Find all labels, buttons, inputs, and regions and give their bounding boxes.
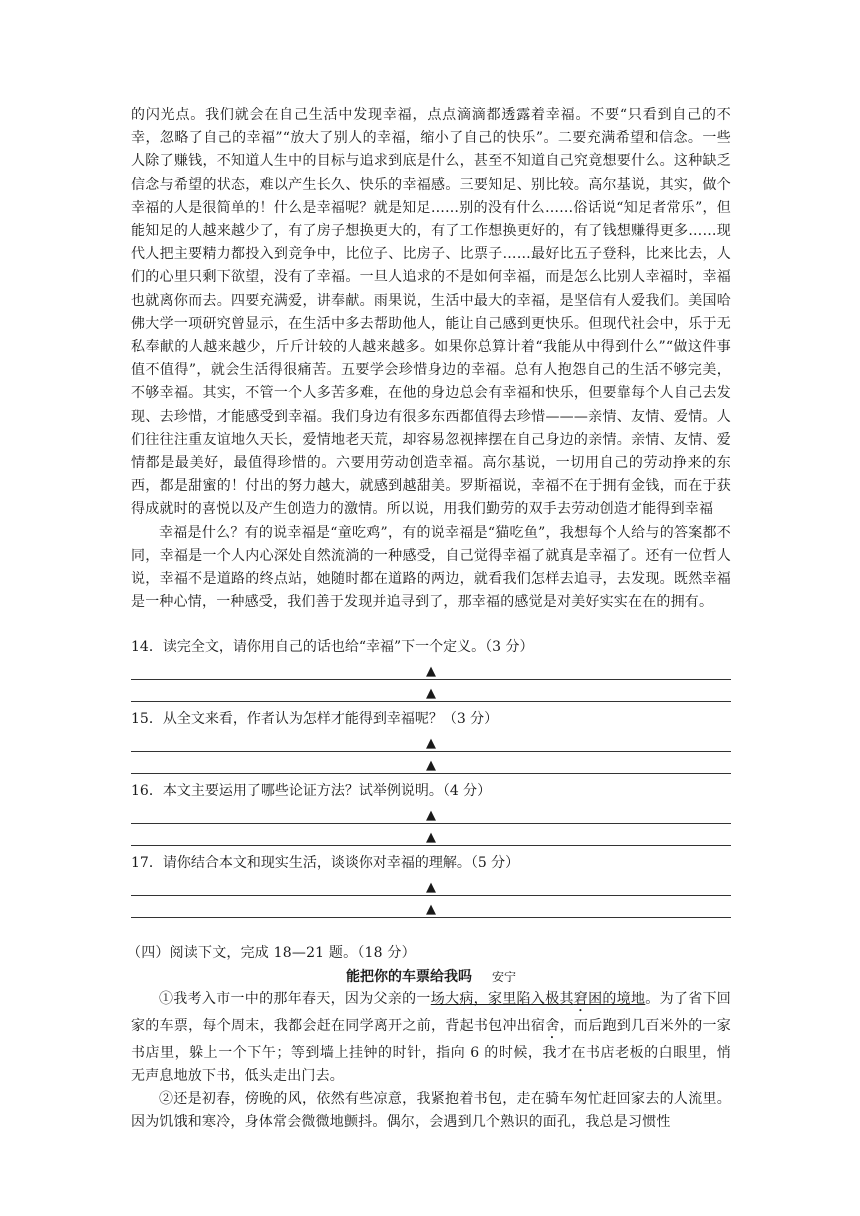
text-run: 。为了省下回家的车票，每个周末，我都会赶在同学离开之前，背起书包冲出宿 <box>131 990 732 1034</box>
passage-paragraph-1: 的闪光点。我们就会在自己生活中发现幸福，点点滴滴都透露着幸福。不要“只看到自己的不幸，忽略了自己的幸福”“放大了别人的幸福，缩小了自己的快乐”。二要充满希望和信念。一些人除了赚钱，不知道人生中的目标与追求到底是什么，甚至不知道自己究竟想要什么。这种缺乏信念与希望的状态，难以产生长久、快乐的幸福感。三要知足、别比较。高尔基说，其实，做个幸福的人是很简单的！什么是幸福呢？就是知足……别的没有什么……俗话说“知足者常乐”，但能知足的人越来越少了，有了房子想换更大的，有了工作想换更好的，有了钱想赚得更多……现代人把主要精力都投入到竞争中，比位子、比房子、比票子……最好比五子登科，比来比去，人们的心里只剩下欲望，没有了幸福。一旦人追求的不是如何幸福，而是怎么比别人幸福时，幸福也就离你而去。四要充满爱，讲奉献。雨果说，生活中最大的幸福，是坚信有人爱我们。美国哈佛大学一项研究曾显示，在生活中多去帮助他人，能让自己感到更快乐。但现代社会中，乐于无私奉献的人越来越少，斤斤计较的人越来越多。如果你总算计着“我能从中得到什么”“做这件事值不值得”，就会生活得很痛苦。五要学会珍惜身边的幸福。总有人抱怨自己的生活不够完美，不够幸福。其实，不管一个人多苦多难，在他的身边总会有幸福和快乐，但要靠每个人自己去发现、去珍惜，才能感受到幸福。我们身边有很多东西都值得去珍惜———亲情、友情、爱情。人们往往注重友谊地久天长，爱情地老天荒，却容易忽视摔摆在自己身边的亲情。亲情、友情、爱情都是最美好，最值得珍惜的。六要用劳动创造幸福。高尔基说，一切用自己的劳动挣来的东西，都是甜蜜的！付出的努力越大，就感到越甜美。罗斯福说，幸福不在于拥有金钱，而在于获得成就时的喜悦以及产生创造力的激情。所以说，用我们勤劳的双手去劳动创造才能得到幸福 <box>131 107 731 518</box>
answer-marker-icon: ▲ <box>426 902 436 918</box>
passage-paragraph-2: 幸福是什么？有的说幸福是“童吃鸡”，有的说幸福是“猫吃鱼”，我想每个人给与的答案都不同，幸福是一个人内心深处自然流淌的一种感受，自己觉得幸福了就真是幸福了。还有一位哲人说，幸福不是道路的终点站，她随时都在道路的两边，就看我们怎样去追寻，去发现。既然幸福是一种心情，一种感受，我们善于发现并追寻到了，那幸福的感觉是对美好实实在在的拥有。 <box>131 524 731 611</box>
answer-marker-icon: ▲ <box>426 808 436 824</box>
answer-line[interactable] <box>131 658 731 680</box>
answer-marker-icon: ▲ <box>426 758 436 774</box>
question-16-block <box>131 780 731 846</box>
answer-line[interactable] <box>131 896 731 918</box>
question-17-block <box>131 852 731 918</box>
answer-line[interactable] <box>131 802 731 824</box>
text-run: ，而后跑到几百米外的一家书店里，躲上一个下午；等到墙上挂钟的时针，指向 6 的时候，我才在书店老板的白眼里，悄无声息地放下书，低头走出门去。 <box>131 1017 732 1084</box>
answer-line[interactable] <box>131 730 731 752</box>
section-4-heading: （四）阅读下文，完成 18—21 题。（18 分） <box>127 945 416 962</box>
emphasized-char: 舍 <box>545 1017 560 1034</box>
question-15: 15．从全文来看，作者认为怎样才能得到幸福呢？（3 分） <box>131 711 499 728</box>
article-title: 能把你的车票给我吗 <box>345 968 472 985</box>
answer-marker-icon: ▲ <box>426 830 436 846</box>
text-run: ①我考入市一中的那年春天，因为父亲的一 <box>159 990 431 1007</box>
answer-line[interactable] <box>131 680 731 702</box>
answer-line[interactable] <box>131 824 731 846</box>
article-title-row <box>131 966 731 988</box>
text-run: 场大病，家里陷入极其 <box>430 990 574 1007</box>
question-16: 16．本文主要运用了哪些论证方法？试举例说明。（4 分） <box>131 783 492 800</box>
article-paragraph-2: ②还是初春，傍晚的风，依然有些凉意，我紧抱着书包，走在骑车匆忙赶回家去的人流里。因为饥饿和寒冷，身体常会微微地颤抖。偶尔，会遇到几个熟识的面孔，我总是习惯性 <box>131 1091 731 1131</box>
answer-marker-icon: ▲ <box>426 664 436 680</box>
answer-marker-icon: ▲ <box>426 880 436 896</box>
answer-marker-icon: ▲ <box>426 736 436 752</box>
question-17: 17．请你结合本文和现实生活，谈谈你对幸福的理解。（5 分） <box>131 855 520 872</box>
exam-page <box>127 104 732 1134</box>
question-15-block <box>131 708 731 774</box>
answer-line[interactable] <box>131 874 731 896</box>
emphasized-char: 窘 <box>573 990 589 1007</box>
question-14-block <box>131 636 731 702</box>
article-paragraph-1 <box>131 988 731 1088</box>
answer-marker-icon: ▲ <box>426 686 436 702</box>
question-14: 14．读完全文，请你用自己的话也给“幸福”下一个定义。（3 分） <box>131 639 534 656</box>
text-run: 困的境地 <box>588 990 646 1007</box>
answer-line[interactable] <box>131 752 731 774</box>
underlined-phrase <box>431 991 646 1007</box>
article-author: 安宁 <box>491 969 516 984</box>
